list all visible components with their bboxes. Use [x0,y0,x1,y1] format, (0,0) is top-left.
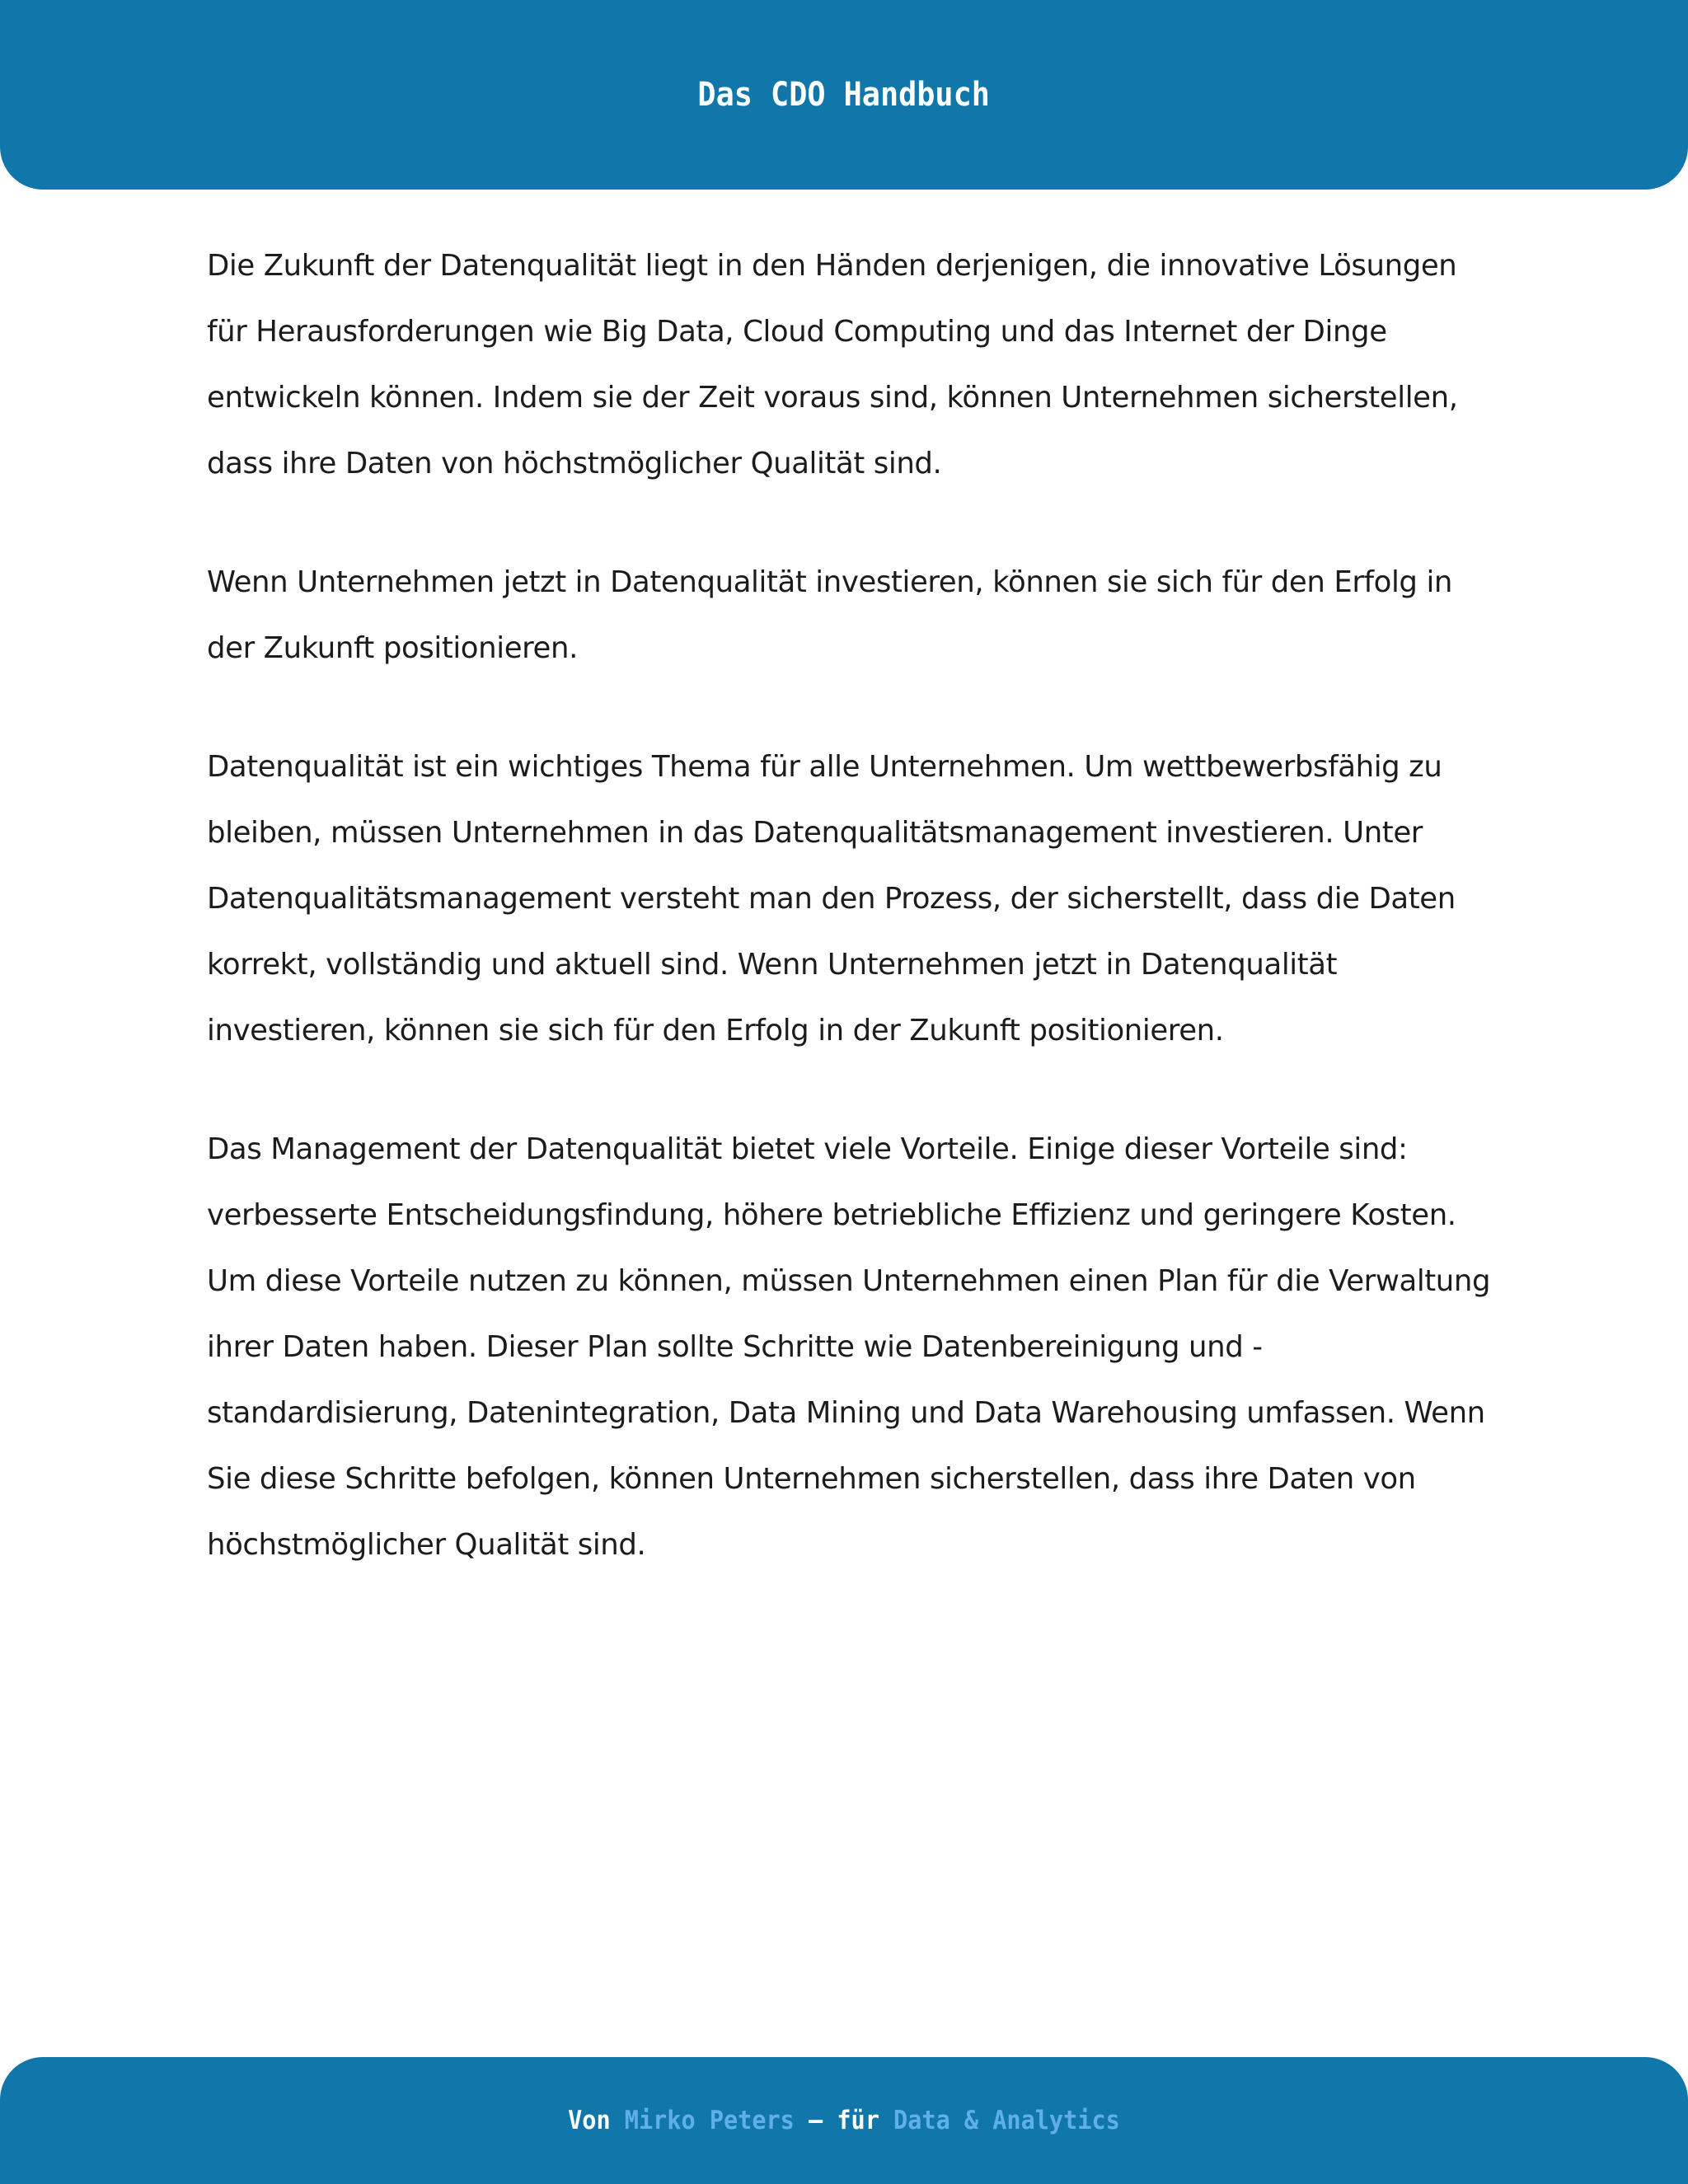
paragraph-2: Wenn Unternehmen jetzt in Datenqualität investieren, können sie sich für den Erfolg in der Zukunft positionieren. [207,565,1453,665]
paragraph-3: Datenqualität ist ein wichtiges Thema für alle Unternehmen. Um wettbewerbsfähig zu bleiben, müssen Unternehmen in das Datenqualitätsmanagement investieren. Unter Datenqualitätsmanagement versteht man den Prozess, der sicherstellt, dass die Daten korrekt, vollständig und aktuell sind. Wenn Unternehmen jetzt in Datenqualität investieren, können sie sich für den Erfolg in der Zukunft positionieren. [207,750,1456,1047]
author-name: Mirko Peters [624,2106,795,2135]
footer-credit [568,2106,1120,2135]
page-content [207,233,1493,1631]
organization-name: Data & Analytics [893,2106,1120,2135]
footer-prefix: Von [568,2106,625,2135]
paragraph-4: Das Management der Datenqualität bietet viele Vorteile. Einige dieser Vorteile sind: verbesserte Entscheidungsfindung, höhere betriebliche Effizienz und geringere Kosten. Um diese Vorteile nutzen zu können, müssen Unternehmen einen Plan für die Verwaltung ihrer Daten haben. Dieser Plan sollte Schritte wie Datenbereinigung und -standardisierung, Datenintegration, Data Mining und Data Warehousing umfassen. Wenn Sie diese Schritte befolgen, können Unternehmen sicherstellen, dass ihre Daten von höchstmöglicher Qualität sind. [207,1132,1491,1562]
footer-separator: – für [794,2106,894,2135]
footer-band [0,2057,1688,2184]
header-band [0,0,1688,190]
document-title: Das CDO Handbuch [697,76,991,114]
paragraph-1: Die Zukunft der Datenqualität liegt in den Händen derjenigen, die innovative Lösungen für Herausforderungen wie Big Data, Cloud Computing und das Internet der Dinge entwickeln können. Indem sie der Zeit voraus sind, können Unternehmen sicherstellen, dass ihre Daten von höchstmöglicher Qualität sind. [207,249,1458,480]
